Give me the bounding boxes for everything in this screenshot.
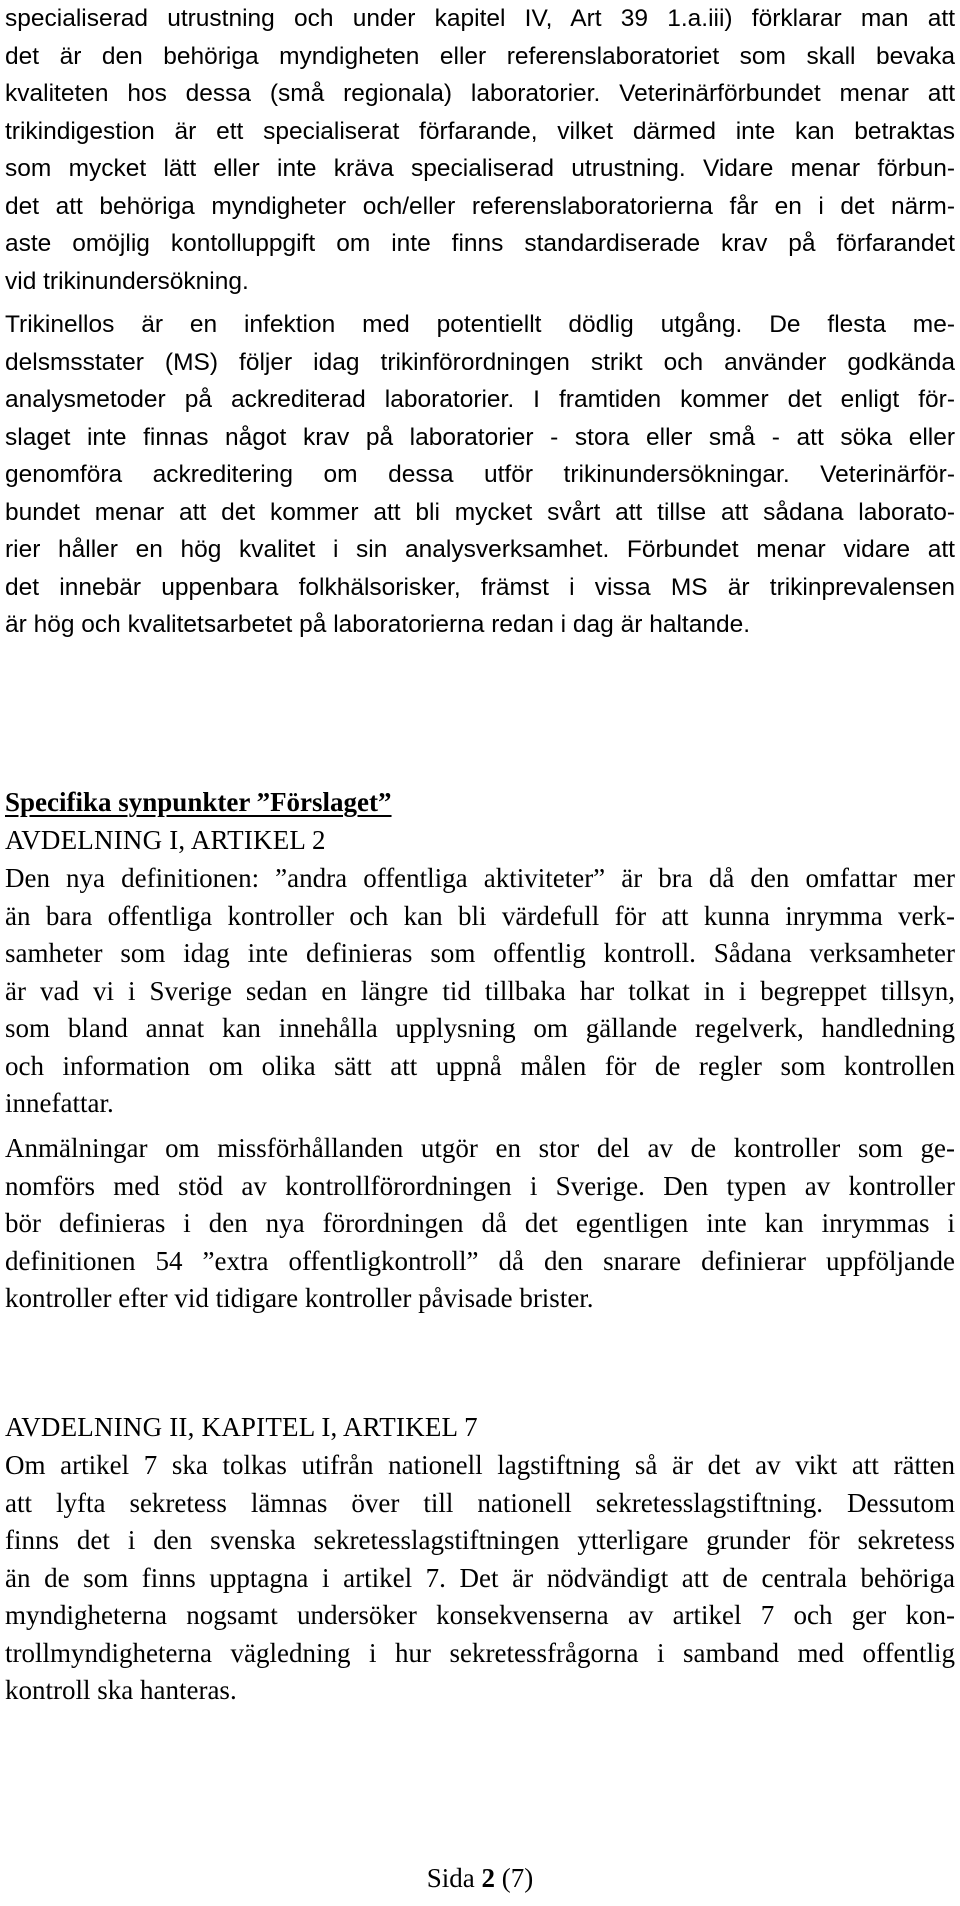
paragraph-trikinellos [5, 306, 955, 644]
page-number-prefix: Sida [426, 1863, 482, 1893]
text-line: är hög och kvalitetsarbetet på laboratorierna redan i dag är haltande. [5, 611, 751, 638]
text-line: definitionen 54 ”extra offentligkontroll” då den snarare definierar uppföljande [5, 1245, 955, 1276]
text-line: analysmetoder på ackrediterad laboratorier. I framtiden kommer det enligt för- [5, 386, 955, 413]
page-number-current: 2 [481, 1863, 496, 1893]
article-title-container [5, 822, 955, 860]
text-line: och information om olika sätt att uppnå målen för de regler som kontrollen [5, 1050, 955, 1081]
text-line: kontroll ska hanteras. [5, 1675, 237, 1705]
text-line: genomföra ackreditering om dessa utför trikinundersökningar. Veterinärför- [5, 461, 955, 488]
text-line: aste omöjlig kontolluppgift om inte finns standardiserade krav på förfarandet [5, 230, 955, 257]
text-line: trollmyndigheterna vägledning i hur sekretessfrågorna i samband med offentlig [5, 1637, 955, 1668]
text-line: det innebär uppenbara folkhälsorisker, främst i vissa MS är trikinprevalensen [5, 573, 955, 601]
article-title-container [5, 1409, 955, 1447]
text-line: kvaliteten hos dessa (små regionala) laboratorier. Veterinärförbundet menar att [5, 80, 955, 107]
paragraph-sekretess [5, 1447, 955, 1710]
text-line: än bara offentliga kontroller och kan bli värdefull för att kunna inrymma verk- [5, 900, 955, 931]
text-line: än de som finns upptagna i artikel 7. Det är nödvändigt att de centrala behöriga [5, 1562, 955, 1593]
text-line: nomförs med stöd av kontrollförordningen i Sverige. Den typen av kontroller [5, 1170, 955, 1201]
text-line: slaget inte finnas något krav på laboratorier - stora eller små - att söka eller [5, 423, 955, 451]
article-title: AVDELNING II, KAPITEL I, ARTIKEL 7 [5, 1412, 478, 1442]
paragraph-definition [5, 860, 955, 1123]
text-line: Trikinellos är en infektion med potentiellt dödlig utgång. De flesta me- [5, 311, 955, 338]
text-line: delsmsstater (MS) följer idag trikinförordningen strikt och använder godkända [5, 348, 955, 376]
page-number-total: (7) [501, 1863, 534, 1893]
text-line: det är den behöriga myndigheten eller referenslaboratoriet som skall bevaka [5, 42, 955, 70]
text-line: det att behöriga myndigheter och/eller referenslaboratorierna får en i det närm- [5, 192, 955, 220]
text-line: är vad vi i Sverige sedan en längre tid tillbaka har tolkat in i begreppet tillsyn, [5, 975, 955, 1006]
section-heading: Specifika synpunkter ”Förslaget” [5, 787, 392, 817]
text-line: rier håller en hög kvalitet i sin analysverksamhet. Förbundet menar vidare att [5, 536, 955, 563]
page-number [0, 1862, 960, 1894]
paragraph-trikin-laboratories [5, 0, 955, 300]
text-line: att lyfta sekretess lämnas över till nationell sekretesslagstiftning. Dessutom [5, 1487, 955, 1518]
text-line: som bland annat kan innehålla upplysning om gällande regelverk, handledning [5, 1013, 955, 1043]
text-line: samheter som idag inte definieras som offentlig kontroll. Sådana verksamheter [5, 938, 955, 968]
article-title: AVDELNING I, ARTIKEL 2 [5, 825, 326, 855]
text-line: Anmälningar om missförhållanden utgör en stor del av de kontroller som ge- [5, 1133, 955, 1163]
text-line: innefattar. [5, 1088, 114, 1118]
text-line: kontroller efter vid tidigare kontroller påvisade brister. [5, 1283, 594, 1313]
text-line: som mycket lätt eller inte kräva specialiserad utrustning. Vidare menar förbun- [5, 155, 955, 182]
text-line: Den nya definitionen: ”andra offentliga aktiviteter” är bra då den omfattar mer [5, 863, 955, 893]
text-line: bundet menar att det kommer att bli mycket svårt att tillse att sådana laborato- [5, 498, 955, 526]
text-line: myndigheterna nogsamt undersöker konsekvenserna av artikel 7 och ger kon- [5, 1600, 955, 1630]
text-line: finns det i den svenska sekretesslagstiftningen ytterligare grunder för sekretess [5, 1525, 955, 1555]
text-line: specialiserad utrustning och under kapitel IV, Art 39 1.a.iii) förklarar man att [5, 5, 955, 32]
text-line: vid trikinundersökning. [5, 267, 249, 295]
text-line: Om artikel 7 ska tolkas utifrån nationell lagstiftning så är det av vikt att rätten [5, 1450, 955, 1480]
section-heading-container [5, 784, 955, 822]
text-line: bör definieras i den nya förordningen då det egentligen inte kan inrymmas i [5, 1208, 955, 1238]
text-line: trikindigestion är ett specialiserat förfarande, vilket därmed inte kan betraktas [5, 117, 955, 145]
paragraph-anmalningar [5, 1130, 955, 1318]
